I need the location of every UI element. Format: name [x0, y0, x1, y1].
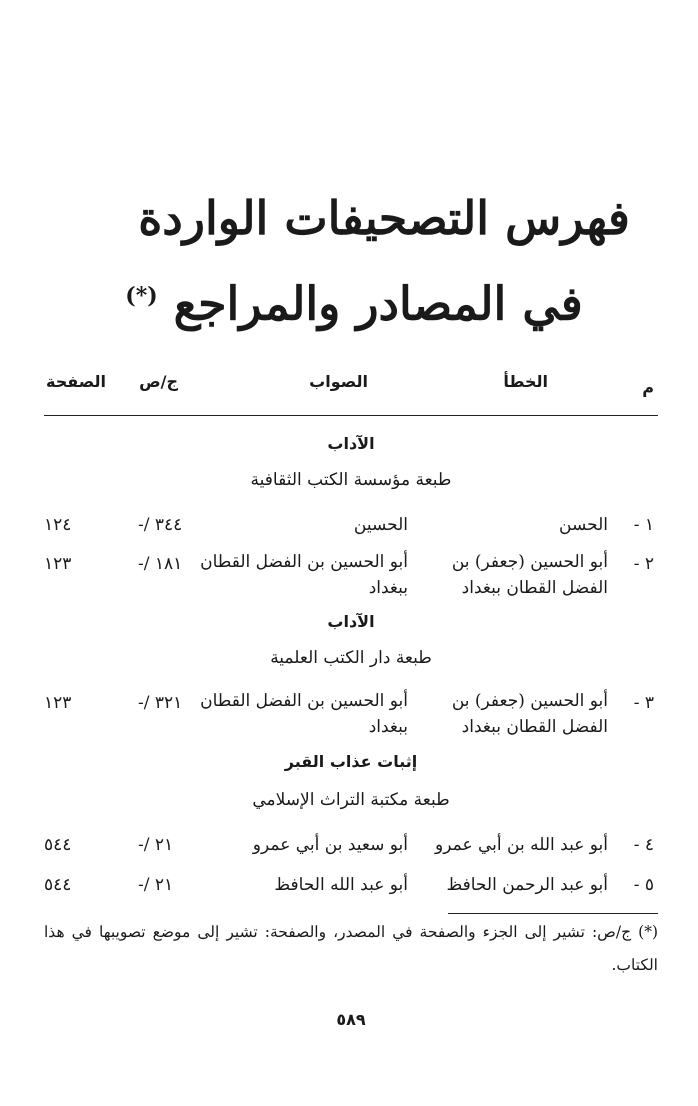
title-line-2-text: في المصادر والمراجع	[173, 276, 583, 331]
row-page: ١٢٤	[44, 515, 72, 535]
row-right: أبو سعيد بن أبي عمرو	[252, 835, 408, 855]
row-volume-page: -/ ٢١	[138, 875, 174, 895]
row-page: ٥٤٤	[44, 835, 72, 855]
row-right: الحسين	[353, 515, 408, 535]
row-number: ١ -	[633, 515, 654, 535]
footnote: (*) ج/ص: تشير إلى الجزء والصفحة في المصدر، والصفحة: تشير إلى موضع تصويبها في هذا الكتاب.	[44, 923, 659, 974]
row-right: أبو عبد الله الحافظ	[274, 875, 408, 895]
row-number: ٥ -	[633, 875, 654, 895]
section-title: إثبات عذاب القبر	[284, 752, 418, 771]
row-wrong: أبو عبد الرحمن الحافظ	[446, 875, 608, 895]
row-wrong: أبو عبد الله بن أبي عمرو	[435, 835, 608, 855]
section-subtitle: طبعة مؤسسة الكتب الثقافية	[250, 470, 452, 490]
row-number: ٣ -	[633, 693, 654, 713]
row-right: أبو الحسين بن الفضل القطان ببغداد	[200, 552, 408, 598]
column-header-wrong: الخطأ	[503, 372, 548, 391]
row-volume-page: -/ ١٨١	[138, 554, 183, 574]
column-header-volume-page: ج/ص	[139, 372, 178, 391]
row-volume-page: -/ ٣٤٤	[138, 515, 183, 535]
row-wrong: أبو الحسين (جعفر) بن الفضل القطان ببغداد	[451, 691, 608, 737]
header-divider	[44, 415, 658, 416]
row-wrong: أبو الحسين (جعفر) بن الفضل القطان ببغداد	[451, 552, 608, 598]
page	[44, 0, 658, 1106]
section-subtitle: طبعة مكتبة التراث الإسلامي	[252, 790, 450, 810]
table-header	[44, 368, 658, 398]
row-volume-page: -/ ٣٢١	[138, 693, 183, 713]
section-subtitle: طبعة دار الكتب العلمية	[270, 648, 432, 668]
row-page: ١٢٣	[44, 554, 72, 574]
page-number: ٥٨٩	[336, 1010, 366, 1029]
row-volume-page: -/ ٢١	[138, 835, 174, 855]
row-page: ١٢٣	[44, 693, 72, 713]
row-number: ٢ -	[633, 554, 654, 574]
column-header-num: م	[642, 378, 654, 397]
column-header-right: الصواب	[309, 372, 368, 391]
section-title: الآداب	[327, 434, 375, 453]
column-header-page: الصفحة	[45, 372, 106, 391]
row-page: ٥٤٤	[44, 875, 72, 895]
page-title	[124, 188, 644, 333]
title-line-1: فهرس التصحيفات الواردة	[138, 191, 630, 245]
title-line-2	[124, 266, 584, 333]
row-right: أبو الحسين بن الفضل القطان ببغداد	[200, 691, 408, 737]
section-title: الآداب	[327, 612, 375, 631]
row-number: ٤ -	[633, 835, 654, 855]
title-footnote-mark: (*)	[125, 283, 158, 309]
row-wrong: الحسن	[559, 515, 608, 535]
footnote-divider	[448, 913, 658, 914]
